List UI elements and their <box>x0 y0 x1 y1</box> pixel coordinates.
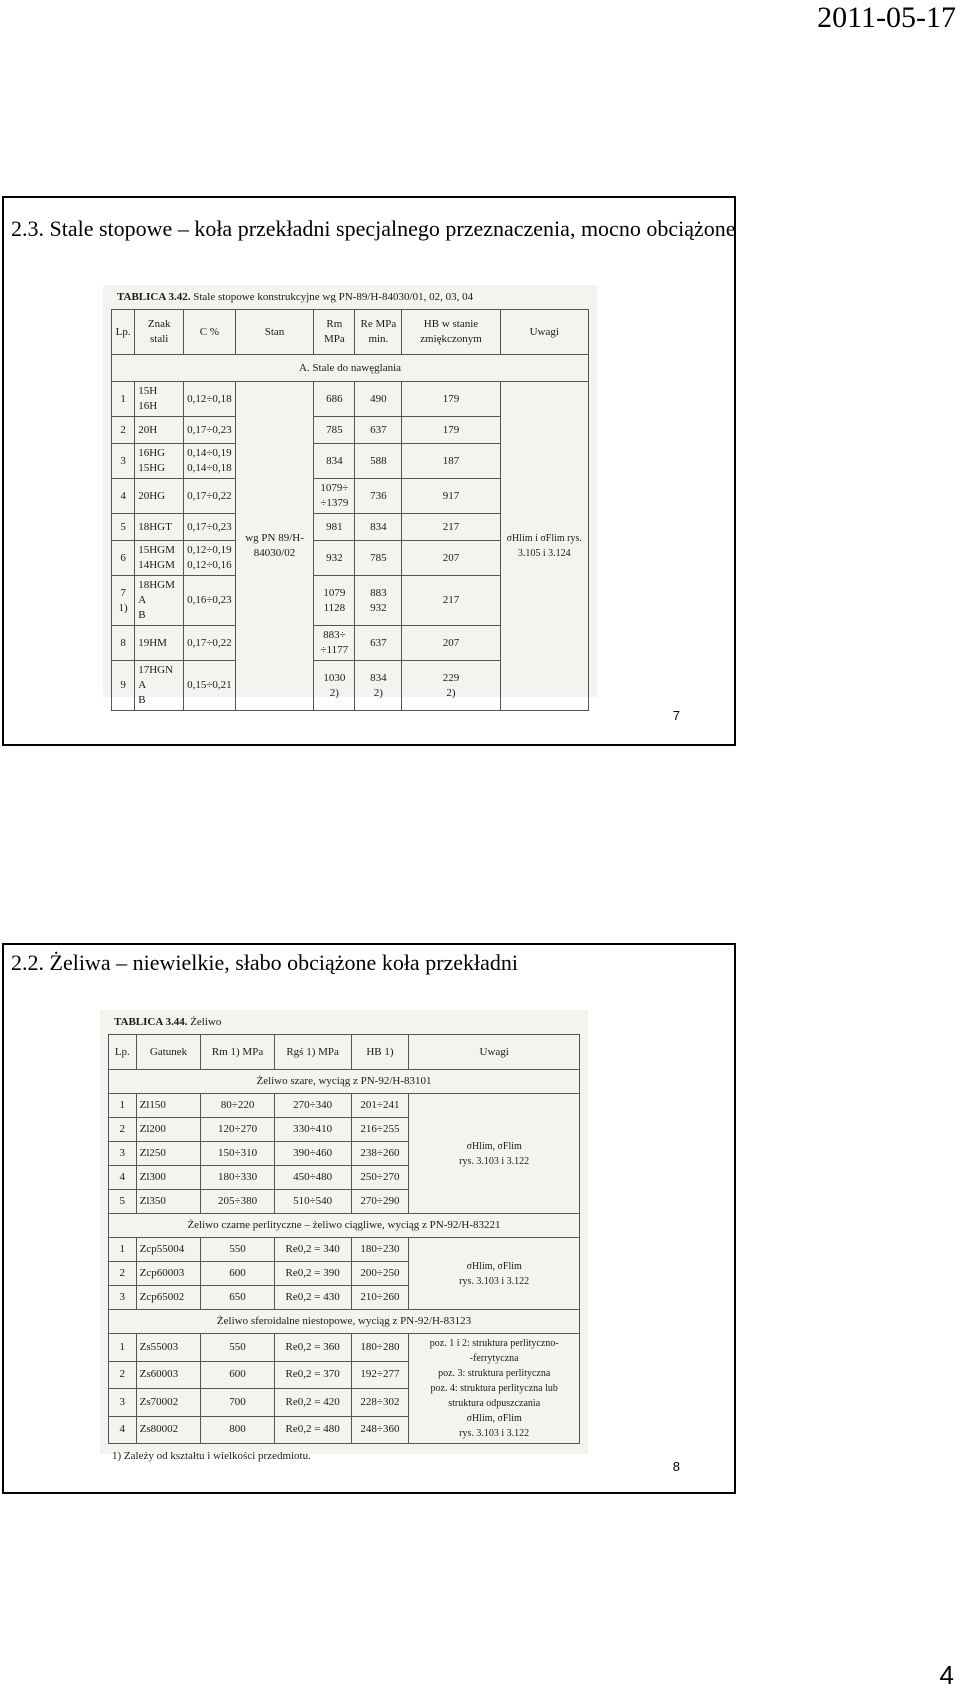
row-rm: 800 <box>201 1416 274 1444</box>
table-row <box>109 1094 580 1118</box>
row-rm: 120÷270 <box>201 1118 274 1142</box>
row-rm: 686 <box>314 382 355 417</box>
row-rg: Re0,2 = 340 <box>274 1238 351 1262</box>
row-rg: Re0,2 = 370 <box>274 1361 351 1389</box>
table-footnote: 1) Zależy od kształtu i wielkości przedmiotu. <box>112 1450 311 1462</box>
row-hb: 207 <box>402 541 500 576</box>
col-rm: Rm MPa <box>314 310 355 355</box>
row-rm: 1079 1128 <box>314 576 355 626</box>
row-stan: wg PN 89/H-84030/02 <box>235 382 314 711</box>
row-rm: 600 <box>201 1262 274 1286</box>
page-number: 4 <box>939 1660 954 1690</box>
col-lp: Lp. <box>109 1035 137 1070</box>
table-caption-number: TABLICA 3.42. <box>117 291 191 303</box>
row-rg: Re0,2 = 360 <box>274 1334 351 1362</box>
row-gatunek: Zl250 <box>136 1142 201 1166</box>
section-row <box>109 1310 580 1334</box>
col-gatunek: Gatunek <box>136 1035 201 1070</box>
row-rg: Re0,2 = 430 <box>274 1286 351 1310</box>
row-c: 0,12÷0,18 <box>184 382 236 417</box>
col-c: C % <box>184 310 236 355</box>
row-rm: 1030 2) <box>314 661 355 711</box>
row-rm: 550 <box>201 1334 274 1362</box>
row-lp: 4 <box>112 479 135 514</box>
row-hb: 210÷260 <box>351 1286 409 1310</box>
row-c: 0,15÷0,21 <box>184 661 236 711</box>
row-gatunek: Zcp55004 <box>136 1238 201 1262</box>
col-re: Re MPa min. <box>355 310 402 355</box>
table-row <box>112 382 589 417</box>
header-date: 2011-05-17 <box>817 1 956 34</box>
row-rg: 270÷340 <box>274 1094 351 1118</box>
row-lp: 1 <box>112 382 135 417</box>
row-lp: 3 <box>112 444 135 479</box>
row-znak: 19HM <box>135 626 184 661</box>
row-uwagi: poz. 1 i 2: struktura perlityczno- -ferrytyczna poz. 3: struktura perlityczna poz. 4: struktura perlityczna lub struktura odpuszczania σHlim, σFlim rys. 3.103 i 3.122 <box>409 1334 580 1444</box>
row-lp: 2 <box>109 1118 137 1142</box>
row-hb: 238÷260 <box>351 1142 409 1166</box>
row-lp: 8 <box>112 626 135 661</box>
row-rm: 883÷ ÷1177 <box>314 626 355 661</box>
row-re: 637 <box>355 626 402 661</box>
table-caption-number: TABLICA 3.44. <box>114 1016 188 1028</box>
table-caption <box>114 1016 580 1028</box>
row-c: 0,17÷0,23 <box>184 417 236 444</box>
row-rg: Re0,2 = 480 <box>274 1416 351 1444</box>
row-lp: 7 1) <box>112 576 135 626</box>
col-hb: HB w stanie zmiękczonym <box>402 310 500 355</box>
row-hb: 917 <box>402 479 500 514</box>
row-hb: 270÷290 <box>351 1190 409 1214</box>
row-znak: 20H <box>135 417 184 444</box>
row-gatunek: Zs60003 <box>136 1361 201 1389</box>
row-gatunek: Zl200 <box>136 1118 201 1142</box>
row-rm: 205÷380 <box>201 1190 274 1214</box>
table-row <box>109 1334 580 1362</box>
row-uwagi: σHlim i σFlim rys. 3.105 i 3.124 <box>500 382 588 711</box>
row-lp: 5 <box>109 1190 137 1214</box>
col-hb: HB 1) <box>351 1035 409 1070</box>
row-znak: 17HGN A B <box>135 661 184 711</box>
row-rm: 932 <box>314 541 355 576</box>
col-lp: Lp. <box>112 310 135 355</box>
row-c: 0,16÷0,23 <box>184 576 236 626</box>
col-uwagi: Uwagi <box>500 310 588 355</box>
row-rg: 510÷540 <box>274 1190 351 1214</box>
row-gatunek: Zl150 <box>136 1094 201 1118</box>
row-lp: 5 <box>112 514 135 541</box>
row-re: 490 <box>355 382 402 417</box>
col-uwagi: Uwagi <box>409 1035 580 1070</box>
row-hb: 207 <box>402 626 500 661</box>
row-rg: Re0,2 = 420 <box>274 1389 351 1417</box>
row-gatunek: Zs80002 <box>136 1416 201 1444</box>
row-lp: 1 <box>109 1334 137 1362</box>
scanned-table-3-42 <box>103 285 597 706</box>
row-lp: 3 <box>109 1389 137 1417</box>
row-hb: 180÷230 <box>351 1238 409 1262</box>
row-znak: 16HG 15HG <box>135 444 184 479</box>
cast-iron-table <box>108 1034 580 1444</box>
row-gatunek: Zs55003 <box>136 1334 201 1362</box>
row-gatunek: Zcp65002 <box>136 1286 201 1310</box>
row-rm: 785 <box>314 417 355 444</box>
row-hb: 201÷241 <box>351 1094 409 1118</box>
row-rm: 600 <box>201 1361 274 1389</box>
row-re: 785 <box>355 541 402 576</box>
row-hb: 180÷280 <box>351 1334 409 1362</box>
row-hb: 179 <box>402 417 500 444</box>
row-hb: 187 <box>402 444 500 479</box>
row-c: 0,12÷0,19 0,12÷0,16 <box>184 541 236 576</box>
slide-title: 2.2. Żeliwa – niewielkie, słabo obciążone koła przekładni <box>11 950 519 975</box>
section-row <box>109 1214 580 1238</box>
row-rg: 450÷480 <box>274 1166 351 1190</box>
table-caption-text: Stale stopowe konstrukcyjne wg PN-89/H-84030/01, 02, 03, 04 <box>190 291 474 303</box>
row-hb: 217 <box>402 514 500 541</box>
section-title: Żeliwo czarne perlityczne – żeliwo ciągliwe, wyciąg z PN-92/H-83221 <box>109 1214 580 1238</box>
row-rm: 981 <box>314 514 355 541</box>
row-lp: 2 <box>109 1361 137 1389</box>
row-gatunek: Zs70002 <box>136 1389 201 1417</box>
row-re: 834 2) <box>355 661 402 711</box>
col-stan: Stan <box>235 310 314 355</box>
col-rm: Rm 1) MPa <box>201 1035 274 1070</box>
row-gatunek: Zl300 <box>136 1166 201 1190</box>
row-rg: Re0,2 = 390 <box>274 1262 351 1286</box>
row-hb: 250÷270 <box>351 1166 409 1190</box>
table-header-row <box>109 1035 580 1070</box>
slide-number: 8 <box>672 1459 680 1474</box>
row-rm: 700 <box>201 1389 274 1417</box>
row-rm: 550 <box>201 1238 274 1262</box>
row-rg: 390÷460 <box>274 1142 351 1166</box>
col-rg: Rgś 1) MPa <box>274 1035 351 1070</box>
row-znak: 15H 16H <box>135 382 184 417</box>
row-hb: 192÷277 <box>351 1361 409 1389</box>
row-lp: 4 <box>109 1166 137 1190</box>
row-uwagi: σHlim, σFlim rys. 3.103 i 3.122 <box>409 1238 580 1310</box>
row-lp: 9 <box>112 661 135 711</box>
row-re: 637 <box>355 417 402 444</box>
row-rm: 80÷220 <box>201 1094 274 1118</box>
row-lp: 3 <box>109 1286 137 1310</box>
row-re: 736 <box>355 479 402 514</box>
row-hb: 200÷250 <box>351 1262 409 1286</box>
row-lp: 3 <box>109 1142 137 1166</box>
row-c: 0,14÷0,19 0,14÷0,18 <box>184 444 236 479</box>
section-title: A. Stale do nawęglania <box>112 355 589 382</box>
row-re: 834 <box>355 514 402 541</box>
table-header-row <box>112 310 589 355</box>
row-hb: 216÷255 <box>351 1118 409 1142</box>
row-hb: 229 2) <box>402 661 500 711</box>
row-c: 0,17÷0,22 <box>184 479 236 514</box>
row-c: 0,17÷0,22 <box>184 626 236 661</box>
row-rm: 650 <box>201 1286 274 1310</box>
table-caption-text: Żeliwo <box>187 1016 222 1028</box>
row-znak: 20HG <box>135 479 184 514</box>
section-row <box>109 1070 580 1094</box>
slide-number: 7 <box>672 708 680 723</box>
section-title: Żeliwo sferoidalne niestopowe, wyciąg z PN-92/H-83123 <box>109 1310 580 1334</box>
table-caption <box>117 291 589 303</box>
section-title: Żeliwo szare, wyciąg z PN-92/H-83101 <box>109 1070 580 1094</box>
row-znak: 18HGM A B <box>135 576 184 626</box>
row-rm: 834 <box>314 444 355 479</box>
row-hb: 228÷302 <box>351 1389 409 1417</box>
row-lp: 4 <box>109 1416 137 1444</box>
row-lp: 1 <box>109 1238 137 1262</box>
row-rm: 1079÷ ÷1379 <box>314 479 355 514</box>
row-lp: 6 <box>112 541 135 576</box>
row-uwagi: σHlim, σFlim rys. 3.103 i 3.122 <box>409 1094 580 1214</box>
row-znak: 18HGT <box>135 514 184 541</box>
row-gatunek: Zl350 <box>136 1190 201 1214</box>
row-hb: 248÷360 <box>351 1416 409 1444</box>
row-re: 588 <box>355 444 402 479</box>
row-lp: 2 <box>109 1262 137 1286</box>
row-c: 0,17÷0,23 <box>184 514 236 541</box>
table-row <box>109 1238 580 1262</box>
row-gatunek: Zcp60003 <box>136 1262 201 1286</box>
row-re: 883 932 <box>355 576 402 626</box>
col-znak: Znak stali <box>135 310 184 355</box>
row-rg: 330÷410 <box>274 1118 351 1142</box>
row-lp: 1 <box>109 1094 137 1118</box>
row-lp: 2 <box>112 417 135 444</box>
row-hb: 179 <box>402 382 500 417</box>
row-znak: 15HGM 14HGM <box>135 541 184 576</box>
scanned-table-3-44 <box>100 1010 588 1462</box>
steel-table <box>111 309 589 711</box>
row-rm: 150÷310 <box>201 1142 274 1166</box>
row-rm: 180÷330 <box>201 1166 274 1190</box>
row-hb: 217 <box>402 576 500 626</box>
slide-title: 2.3. Stale stopowe – koła przekładni specjalnego przeznaczenia, mocno obciążone <box>11 216 736 241</box>
